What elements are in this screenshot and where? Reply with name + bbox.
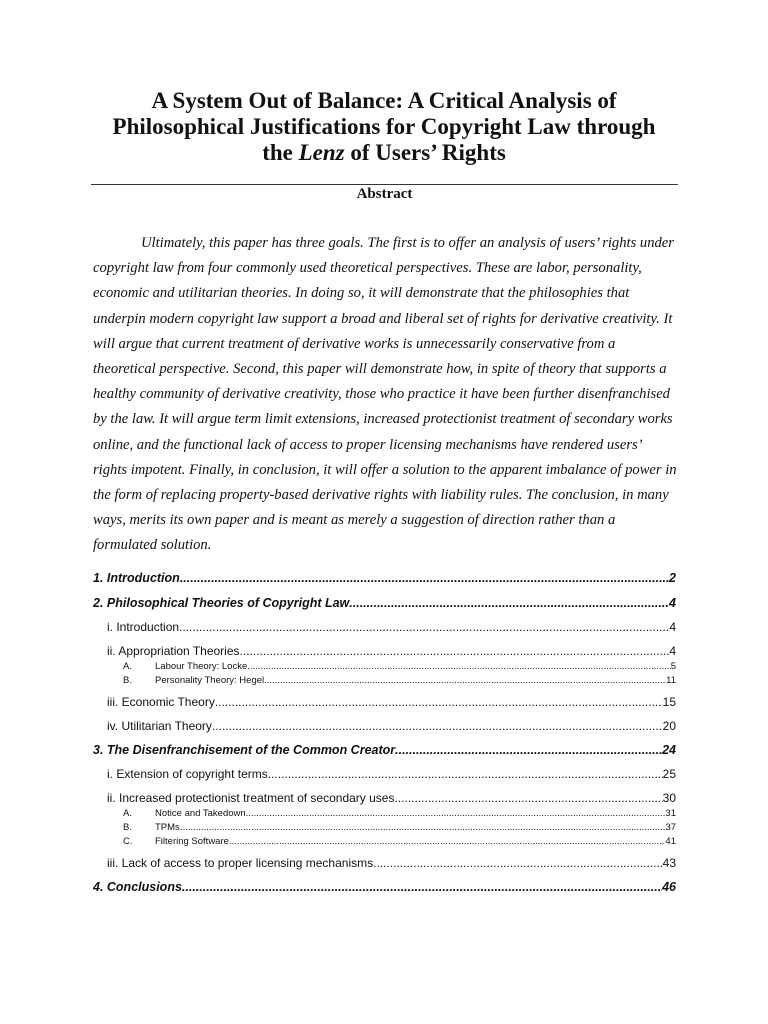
toc-leader (180, 568, 669, 588)
abstract-body (93, 231, 678, 559)
toc-leader (349, 593, 669, 613)
table-of-contents (93, 568, 676, 897)
toc-entry-licensing-mechanisms[interactable] (93, 854, 676, 872)
toc-entry-labour-theory[interactable] (93, 660, 676, 674)
toc-page-number: 2 (669, 571, 676, 585)
toc-entry-label: iii. Lack of access to proper licensing mechanisms (107, 856, 374, 870)
toc-entry-label: TPMs (155, 822, 180, 833)
toc-leader (229, 835, 666, 849)
toc-leader (246, 807, 666, 821)
toc-entry-letter: B. (123, 822, 132, 833)
toc-page-number: 24 (662, 743, 676, 757)
toc-leader (268, 765, 663, 783)
toc-leader (212, 717, 663, 735)
toc-entry-filtering-software[interactable] (93, 835, 676, 849)
toc-entry-notice-and-takedown[interactable] (93, 807, 676, 821)
toc-page-number: 43 (662, 856, 676, 870)
toc-entry-letter: A. (123, 808, 132, 819)
toc-entry-label: 4. Conclusions (93, 880, 182, 894)
toc-leader (264, 674, 666, 688)
title-line-1: A System Out of Balance: A Critical Analysis of (151, 88, 617, 113)
toc-entry-disenfranchisement[interactable] (93, 740, 676, 760)
toc-page-number: 4 (669, 620, 676, 634)
toc-entry-label: i. Extension of copyright terms (107, 767, 268, 781)
title-divider (91, 184, 678, 185)
toc-entry-personality-theory[interactable] (93, 674, 676, 688)
toc-entry-label: Personality Theory: Hegel (155, 675, 265, 686)
toc-page-number: 37 (665, 822, 676, 833)
toc-leader (247, 660, 670, 674)
toc-leader (215, 693, 663, 711)
toc-page-number: 11 (666, 675, 676, 686)
toc-entry-label: Labour Theory: Locke (155, 661, 248, 672)
toc-page-number: 46 (662, 880, 676, 894)
toc-entry-label: i. Introduction (107, 620, 180, 634)
toc-entry-extension-of-terms[interactable] (93, 765, 676, 783)
toc-leader (394, 789, 662, 807)
toc-page-number: 31 (665, 808, 676, 819)
toc-page-number: 20 (662, 719, 676, 733)
toc-entry-label: 1. Introduction (93, 571, 180, 585)
title-lenz-italic: Lenz (298, 140, 345, 165)
toc-page-number: 4 (669, 596, 676, 610)
toc-leader (395, 740, 662, 760)
toc-entry-label: 3. The Disenfranchisement of the Common Creator (93, 743, 396, 757)
title-line-3-post: of Users’ Rights (350, 140, 506, 165)
abstract-paragraph: Ultimately, this paper has three goals. The first is to offer an analysis of users’ rights under copyright law from four commonly used theoretical perspectives. These are labor, personality, economic and utilitarian theories. In doing so, it will demonstrate that the philosophies that underpin modern copyright law support a broad and liberal set of rights for derivative creativity. It will argue that current treatment of derivative works is unnecessarily conservative from a theoretical perspective. Second, this paper will demonstrate how, in spite of theory that supports a healthy community of derivative creativity, those who practice it have been further disenfranchised by the law. It will argue term limit extensions, increased protectionist treatment of secondary works online, and the functional lack of access to proper licensing mechanisms have rendered users’ rights impotent. Finally, in conclusion, it will offer a solution to the apparent imbalance of power in the form of replacing property-based derivative rights with liability rules. The conclusion, in many ways, merits its own paper and is meant as merely a suggestion of direction rather than a formulated solution. (93, 235, 677, 554)
document-title (90, 88, 678, 166)
toc-leader (180, 821, 666, 835)
toc-leader (240, 642, 670, 660)
toc-entry-label: ii. Increased protectionist treatment of secondary uses (107, 791, 395, 805)
toc-entry-tpms[interactable] (93, 821, 676, 835)
toc-entry-label: 2. Philosophical Theories of Copyright Law (93, 596, 350, 610)
toc-page-number: 5 (670, 661, 676, 672)
title-line-2: Philosophical Justifications for Copyright Law through (112, 114, 656, 139)
toc-entry-protectionist-treatment[interactable] (93, 789, 676, 807)
toc-entry-label: Notice and Takedown (155, 808, 246, 819)
toc-entry-letter: B. (123, 675, 132, 686)
toc-page-number: 41 (665, 836, 676, 847)
title-line-3 (90, 140, 678, 166)
toc-entry-philosophical-theories[interactable] (93, 593, 676, 613)
toc-leader (373, 854, 663, 872)
toc-entry-conclusions[interactable] (93, 877, 676, 897)
toc-entry-label: iii. Economic Theory (107, 695, 215, 709)
toc-leader (182, 877, 662, 897)
title-line-3-pre: the (262, 140, 293, 165)
toc-entry-appropriation-theories[interactable] (93, 642, 676, 660)
toc-entry-economic-theory[interactable] (93, 693, 676, 711)
toc-entry-label: iv. Utilitarian Theory (107, 719, 212, 733)
toc-entry-label: ii. Appropriation Theories (107, 644, 240, 658)
toc-entry-utilitarian-theory[interactable] (93, 717, 676, 735)
toc-entry-introduction[interactable] (93, 568, 676, 588)
toc-entry-letter: C. (123, 836, 133, 847)
toc-entry-label: Filtering Software (155, 836, 229, 847)
toc-page-number: 4 (669, 644, 676, 658)
toc-leader (179, 618, 669, 636)
toc-page-number: 15 (662, 695, 676, 709)
abstract-heading: Abstract (356, 186, 413, 202)
toc-entry-s2-introduction[interactable] (93, 618, 676, 636)
toc-page-number: 25 (662, 767, 676, 781)
toc-entry-letter: A. (123, 661, 132, 672)
toc-page-number: 30 (662, 791, 676, 805)
